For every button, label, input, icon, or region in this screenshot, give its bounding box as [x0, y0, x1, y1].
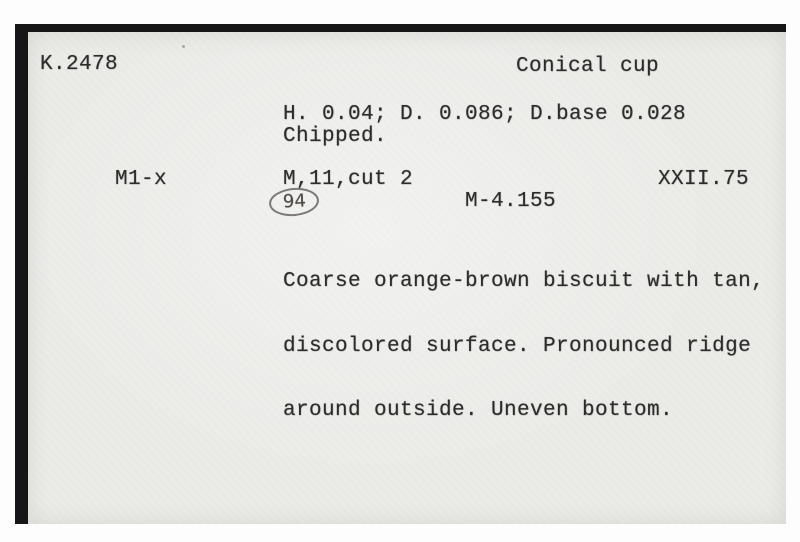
dimensions-line: H. 0.04; D. 0.086; D.base 0.028 [283, 103, 687, 126]
plate-reference: XXII.75 [658, 168, 750, 191]
description-block [283, 228, 764, 465]
description-line-3: around outside. Uneven bottom. [283, 399, 674, 422]
description-line-1: Coarse orange-brown biscuit with tan, [283, 270, 765, 293]
museum-number: M-4.155 [465, 190, 557, 213]
paper-speck [182, 45, 185, 48]
circled-number-value: 94 [281, 190, 306, 213]
pencil-circled-find-number [268, 186, 320, 218]
catalog-card [28, 32, 786, 524]
trench-label: M1-x [115, 168, 168, 191]
condition-line: Chipped. [283, 125, 388, 148]
catalog-number: K.2478 [40, 53, 119, 76]
excavation-context: M,11,cut 2 [283, 168, 414, 191]
description-line-2: discolored surface. Pronounced ridge [283, 334, 752, 358]
card-title: Conical cup [516, 55, 660, 78]
